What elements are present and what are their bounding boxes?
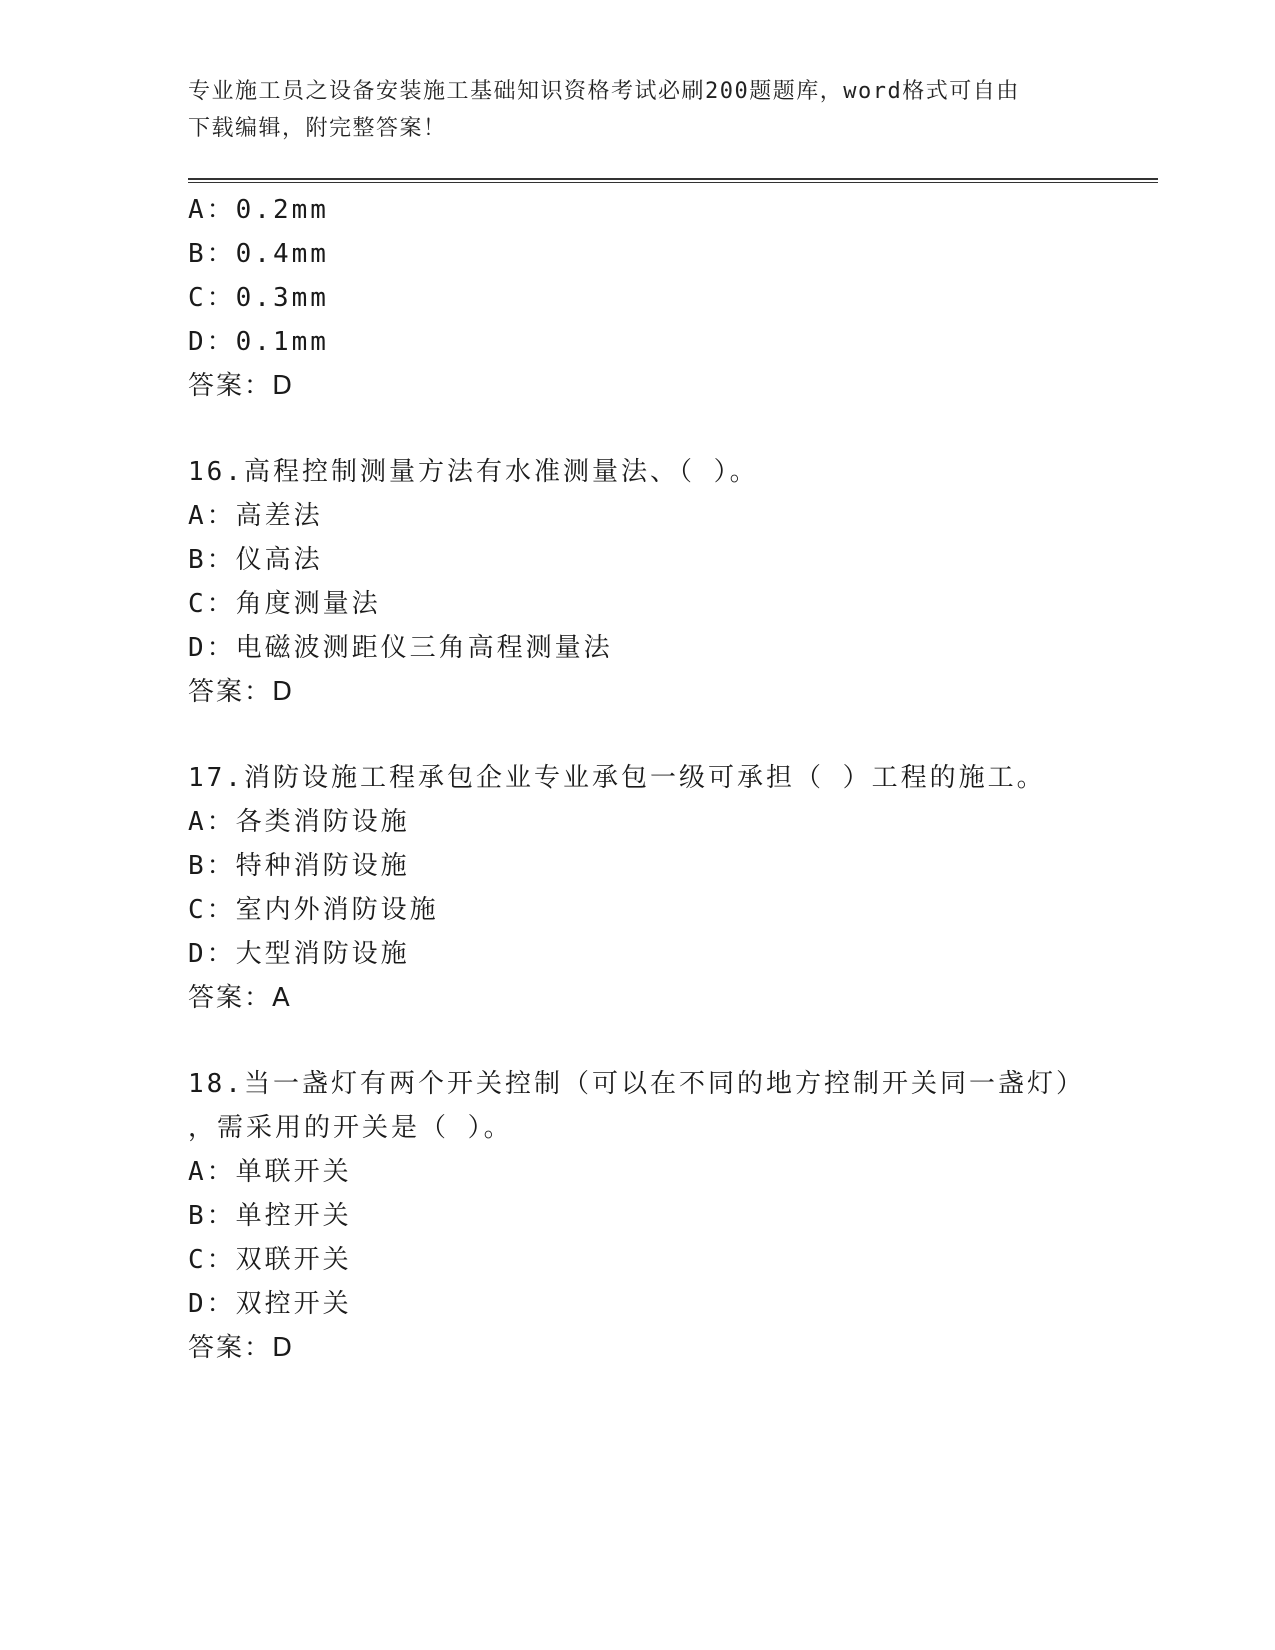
q18-option-c: C：双联开关 bbox=[188, 1245, 352, 1275]
q17-option-a: A：各类消防设施 bbox=[188, 807, 410, 837]
q16-option-a: A：高差法 bbox=[188, 501, 323, 531]
q18-option-b: B：单控开关 bbox=[188, 1201, 352, 1231]
q16-option-d: D：电磁波测距仪三角高程测量法 bbox=[188, 633, 613, 663]
q15-option-a: A：0.2mm bbox=[188, 195, 329, 225]
q18-option-d: D：双控开关 bbox=[188, 1289, 352, 1319]
q16-stem: 16.高程控制测量方法有水准测量法、（ ）。 bbox=[188, 457, 759, 487]
q17-option-d: D：大型消防设施 bbox=[188, 939, 410, 969]
header-divider bbox=[188, 178, 1158, 183]
q16-answer: 答案：D bbox=[188, 677, 295, 707]
q15-option-b: B：0.4mm bbox=[188, 239, 329, 269]
q15-option-d: D：0.1mm bbox=[188, 327, 329, 357]
q18-option-a: A：单联开关 bbox=[188, 1157, 352, 1187]
q17-option-c: C：室内外消防设施 bbox=[188, 895, 439, 925]
header-line-1: 专业施工员之设备安装施工基础知识资格考试必刷200题题库，word格式可自由 bbox=[188, 79, 1020, 104]
q15-option-c: C：0.3mm bbox=[188, 283, 329, 313]
q17-option-b: B：特种消防设施 bbox=[188, 851, 410, 881]
q17-stem: 17.消防设施工程承包企业专业承包一级可承担（ ）工程的施工。 bbox=[188, 763, 1046, 793]
q18-stem-line-2: ，需采用的开关是（ ）。 bbox=[188, 1113, 513, 1143]
q17-answer: 答案：A bbox=[188, 983, 292, 1013]
q15-answer: 答案：D bbox=[188, 371, 295, 401]
header-line-2: 下载编辑，附完整答案！ bbox=[188, 116, 447, 141]
q18-stem-line-1: 18.当一盏灯有两个开关控制（可以在不同的地方控制开关同一盏灯） bbox=[188, 1069, 1085, 1099]
q16-option-b: B：仪高法 bbox=[188, 545, 323, 575]
q18-answer: 答案：D bbox=[188, 1333, 295, 1363]
q16-option-c: C：角度测量法 bbox=[188, 589, 381, 619]
document-header bbox=[188, 73, 1068, 147]
